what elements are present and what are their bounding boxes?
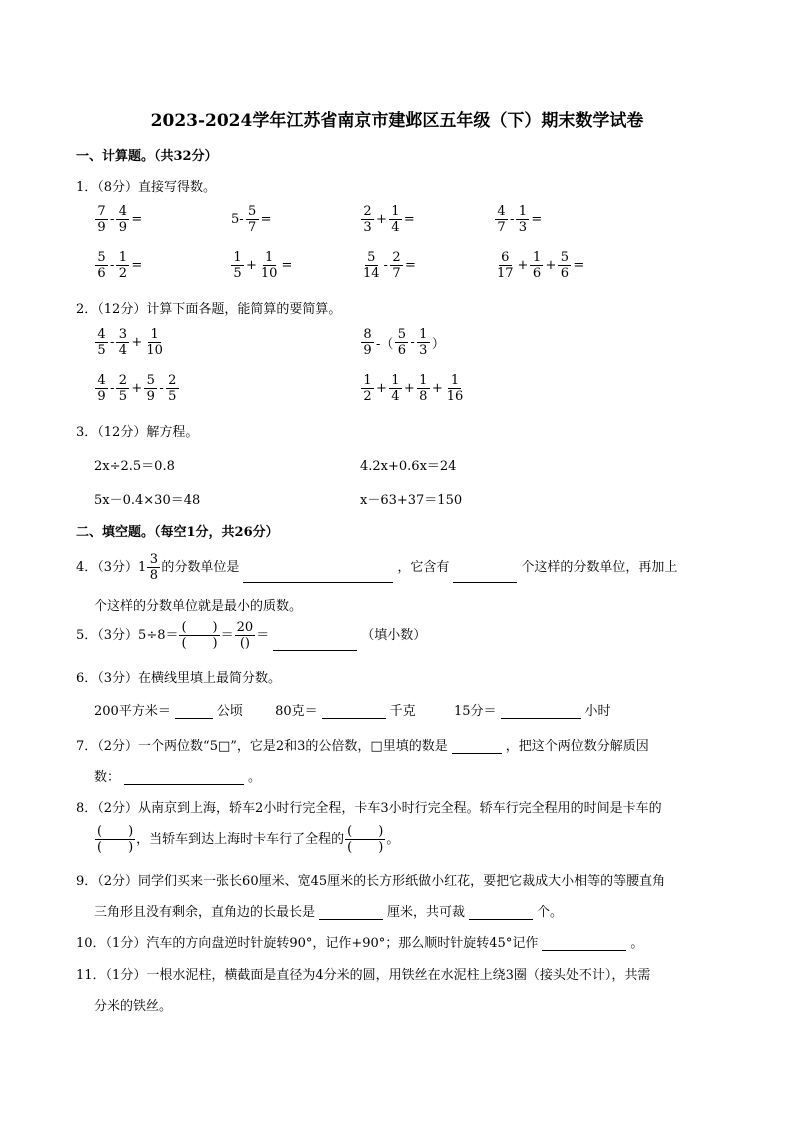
fraction: $\frac{4}{7}$ [495,204,508,235]
question-11-line-2: 分米的铁丝。 [94,999,173,1014]
fraction: $\frac{6}{17}$ [497,250,514,281]
q1-expr-6: $\frac{1}{5}$ + $\frac{1}{10}$ = [230,250,293,281]
question-9-line-2: 三角形且没有剩余，直角边的长最长是 厘米，共可裁 个。 [94,905,564,920]
section-heading-fill: 二、填空题。（每空1分，共26分） [76,525,279,540]
equation-3: 5x－0.4×30＝48 [94,493,201,508]
fraction: $\frac{1}{10}$ [260,250,278,281]
q2-expr-4: $\frac{1}{2}$ + $\frac{1}{4}$ + $\frac{1}{8}$ + $\frac{1}{16}$ [360,373,466,404]
question-7-line-2: 数： 。 [94,770,262,785]
fraction: $\frac{1}{16}$ [446,373,464,404]
fraction-blank: $\frac{( )}{( )}$ [181,620,218,651]
fraction: $\frac{5}{6}$ [395,327,408,358]
fraction: $\frac{8}{9}$ [361,327,374,358]
question-6-heading: 6．（3分）在横线里填上最简分数。 [76,671,282,686]
fraction: $\frac{3}{4}$ [116,327,129,358]
answer-blank[interactable] [501,704,581,719]
fraction: $\frac{4}{9}$ [116,204,129,235]
fraction: $\frac{4}{9}$ [95,373,108,404]
equation-2: 4.2x+0.6x＝24 [360,459,457,474]
question-7-line-1: 7．（2分）一个两位数“5□”，它是2和3的公倍数，□里填的数是 ，把这个两位数分解质因 [76,739,649,754]
fraction: $\frac{5}{6}$ [95,250,108,281]
fraction-blank: $\frac{( )}{( )}$ [97,824,134,855]
answer-blank[interactable] [273,636,357,651]
q1-expr-7: $\frac{5}{14}$ - $\frac{2}{7}$ = [363,250,416,281]
question-5: 5．（3分）5÷8＝ $\frac{( )}{( )}$ ＝ $\frac{20}{()}$ ＝ （填小数） [76,620,427,651]
fraction: $\frac{1}{10}$ [146,327,163,358]
fraction: $\frac{1}{2}$ [361,373,374,404]
question-1-heading: 1．（8分）直接写得数。 [76,180,217,195]
q2-expr-3: $\frac{4}{9}$ - $\frac{2}{5}$ + $\frac{5}{9}$ - $\frac{2}{5}$ [94,373,180,404]
fraction: $\frac{1}{4}$ [389,204,402,235]
fraction: $\frac{1}{6}$ [530,250,543,281]
question-10: 10．（1分）汽车的方向盘逆时针旋转90°，记作+90°；那么顺时针旋转45°记作 。 [76,936,644,951]
fraction: $\frac{5}{7}$ [246,204,259,235]
answer-blank[interactable] [319,905,383,920]
answer-blank[interactable] [542,936,626,951]
fraction: $\frac{2}{3}$ [361,204,374,235]
fraction: $\frac{2}{5}$ [116,373,129,404]
fraction: $\frac{1}{8}$ [417,373,430,404]
question-4-line-1: 4．（3分）1 $\frac{3}{8}$ 的分数单位是 ，它含有 个这样的分数单位，再加上 [76,552,678,583]
fraction: $\frac{5}{6}$ [558,250,571,281]
equation-4: x－63+37＝150 [360,493,463,508]
fraction: $\frac{5}{14}$ [363,250,380,281]
q1-expr-4: $\frac{4}{7}$ - $\frac{1}{3}$ = [494,204,543,235]
answer-blank[interactable] [453,568,517,583]
question-11-line-1: 11．（1分）一根水泥柱，横截面是直径为4分米的圆，用铁丝在水泥柱上绕3圈（接头处不计），共需 [76,968,651,983]
answer-blank[interactable] [175,704,213,719]
q1-expr-1: $\frac{7}{9}$ - $\frac{4}{9}$ = [94,204,143,235]
q1-expr-3: $\frac{2}{3}$ + $\frac{1}{4}$ = [360,204,416,235]
fraction: $\frac{1}{3}$ [417,327,430,358]
question-6-items: 200平方米＝ 公顷 80克＝ 千克 15分＝ 小时 [94,704,611,719]
fraction: $\frac{7}{9}$ [95,204,108,235]
answer-blank[interactable] [322,704,386,719]
q1-expr-5: $\frac{5}{6}$ - $\frac{1}{2}$ = [94,250,143,281]
fraction: $\frac{1}{5}$ [231,250,244,281]
q1-expr-8: $\frac{6}{17}$ + $\frac{1}{6}$ + $\frac{5}{6}$ = [497,250,585,281]
fraction: $\frac{5}{9}$ [144,373,157,404]
question-4-line-2: 个这样的分数单位就是最小的质数。 [94,599,303,614]
question-8-line-2: $\frac{( )}{( )}$ ，当轿车到达上海时卡车行了全程的 $\frac{( )}{( )}$ 。 [97,824,400,855]
fraction: $\frac{1}{4}$ [389,373,402,404]
answer-blank[interactable] [124,770,244,785]
fraction: $\frac{20}{()}$ [236,620,254,651]
q2-expr-2: $\frac{8}{9}$ -（ $\frac{5}{6}$ - $\frac{1}{3}$ ） [360,327,446,358]
q1-expr-2: 5- $\frac{5}{7}$ = [231,204,272,235]
question-2-heading: 2．（12分）计算下面各题，能简算的要简算。 [76,302,342,317]
fraction: $\frac{4}{5}$ [95,327,108,358]
question-3-heading: 3．（12分）解方程。 [76,425,199,440]
fraction: $\frac{3}{8}$ [147,552,160,583]
fraction-blank: $\frac{( )}{( )}$ [347,824,384,855]
question-8-line-1: 8．（2分）从南京到上海，轿车2小时行完全程，卡车3小时行完全程。轿车行完全程用的时间是卡车的 [76,801,662,816]
q2-expr-1: $\frac{4}{5}$ - $\frac{3}{4}$ + $\frac{1}{10}$ [94,327,166,358]
answer-blank[interactable] [243,568,393,583]
question-9-line-1: 9．（2分）同学们买来一张长60厘米、宽45厘米的长方形纸做小红花，要把它裁成大小相等的等腰直角 [76,874,666,889]
equation-1: 2x÷2.5＝0.8 [94,459,175,474]
fraction: $\frac{1}{3}$ [516,204,529,235]
answer-blank[interactable] [469,905,533,920]
fraction: $\frac{1}{2}$ [116,250,129,281]
section-heading-calc: 一、计算题。（共32分） [76,149,218,164]
fraction: $\frac{2}{7}$ [390,250,403,281]
page-title: 2023-2024学年江苏省南京市建邺区五年级（下）期末数学试卷 [150,111,644,131]
answer-blank[interactable] [452,739,502,754]
fraction: $\frac{2}{5}$ [166,373,179,404]
